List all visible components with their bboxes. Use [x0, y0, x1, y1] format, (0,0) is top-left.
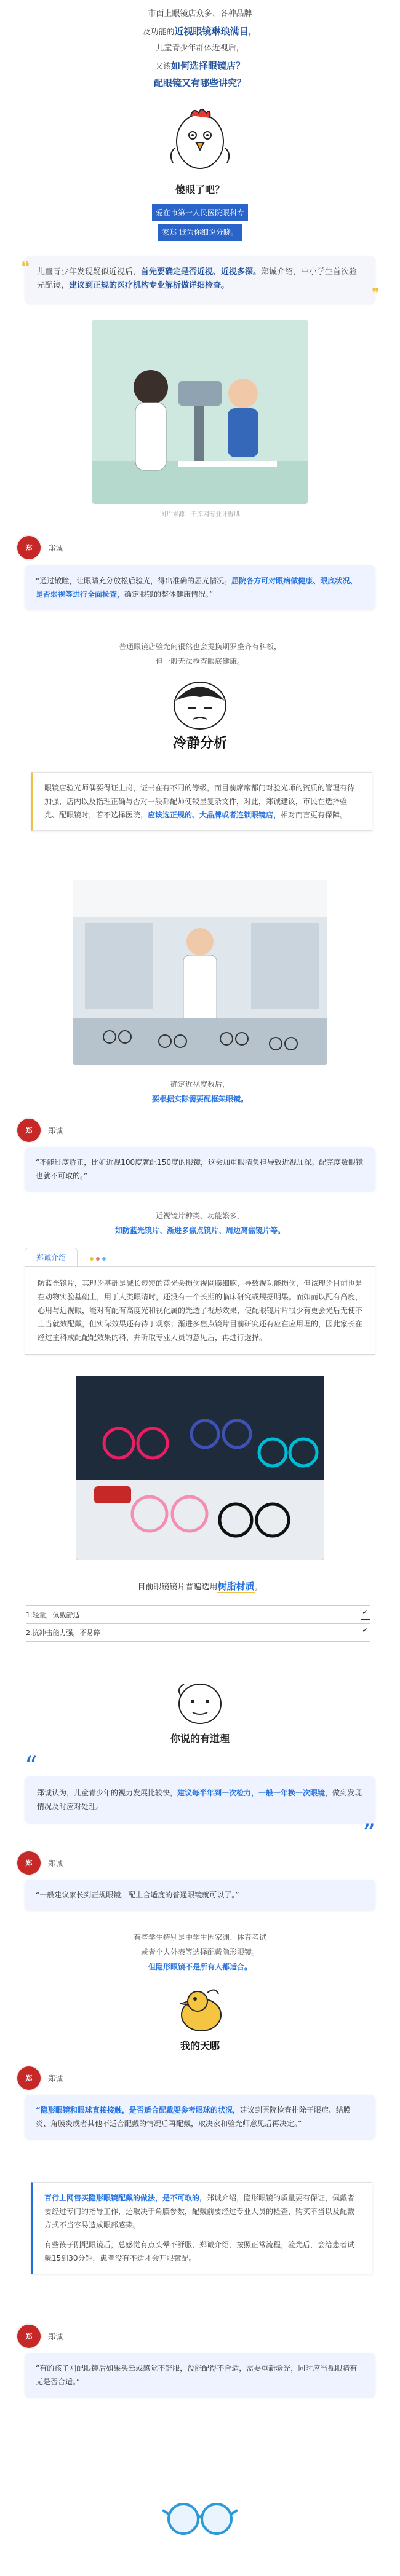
- boxed-2-text-1: 郑诚介绍，隐形眼镜的质量要有保证，佩戴者要经过专门的指导工作，还取决于角膜参数，配戴前要经过专业人员的检查，购买不当以及配戴方式不当容易造成眼部感染。: [44, 2194, 355, 2229]
- select-title-blue: 树脂材质: [217, 1581, 255, 1592]
- boxed-2-para-1: [44, 2191, 361, 2232]
- intro-card-plain-2: 郑诚介绍，中小学生首次验光配镜，: [37, 267, 358, 290]
- boxed-1-text-2: 相对而言更有保障。: [281, 811, 348, 819]
- tab-box: [25, 1248, 375, 1355]
- avatar: 郑: [16, 2323, 42, 2349]
- expert-row-3: [16, 1850, 63, 1876]
- quote-open-icon: “: [25, 1752, 38, 1780]
- select-list: [26, 1605, 370, 1642]
- meme-2-caption: 你说的有道理: [170, 1733, 230, 1744]
- expert-name: 郑诚: [48, 1126, 63, 1135]
- quote-box-2: [25, 1147, 375, 1191]
- select-title: [0, 1580, 400, 1593]
- intro-card-plain: 儿童青少年发现疑似近视后，: [37, 267, 142, 277]
- expert-name: 郑诚: [48, 2332, 63, 2341]
- intro-line-4-pre: 又该: [154, 62, 171, 71]
- meme-face-2: [169, 1678, 231, 1727]
- quote-card-3: [25, 1752, 375, 1848]
- mid-text-4: [0, 1930, 400, 1974]
- quote-1-text-1: “通过散瞳，让眼睛充分放松后验光，得出准确的屈光情况。: [36, 577, 232, 585]
- quote-box-4: [25, 1880, 375, 1910]
- quote-box-5: [25, 2095, 375, 2139]
- mid-text-3: [0, 1208, 400, 1238]
- quote-icon: ❝: [21, 258, 30, 277]
- mid-3-line-1: 近视镜片种类、功能繁多，: [155, 1211, 244, 1220]
- mid-2-line-2: 要根据实际需要配框架眼镜。: [151, 1095, 248, 1103]
- meme-face-1: [166, 676, 234, 731]
- select-item-1: [26, 1606, 370, 1624]
- expert-name: 郑诚: [48, 543, 63, 553]
- quote-5-blue: “隐形眼镜和眼球直接接触，是否适合配戴要参考眼球的状况，: [36, 2106, 240, 2114]
- expert-row-1: [16, 535, 63, 561]
- expert-name: 郑诚: [48, 1859, 63, 1868]
- select-item-2-label: 2.抗冲击能力强，不易碎: [26, 1629, 100, 1637]
- quote-4-text: “一般建议家长到正规眼镜，配上合适度的普通眼镜就可以了。”: [36, 1891, 239, 1899]
- photo-1-caption: 图片来源：千库网专业计得肌: [160, 511, 240, 518]
- avatar: 郑: [16, 1117, 42, 1143]
- expert-row-2: [16, 1117, 63, 1143]
- photo-eye-exam: [92, 320, 308, 504]
- quote-3-blue: 建议每半年到一次检力，一般一年换一次眼镜: [177, 1789, 326, 1797]
- quote-2-text: “不能过度矫正，比如近视100度就配150度的眼镜，这会加重眼睛负担导致近视加深。配完度数眼镜也就不可取的。”: [36, 1158, 364, 1180]
- chicken-illustration: [157, 104, 243, 184]
- glasses-icon: [160, 2495, 240, 2539]
- mid-text-1: [0, 639, 400, 669]
- boxed-1-text-1: 眼镜店验光师偶要得证上岗，证书在有不同的等级，而目前席席都门对验光师的资质的管理有待加强，店内以及指理正确与否对一般都配师使较显复杂文件，对此，郑诚建议，市民在选择验光、配眼镜时，若不选择医院，: [44, 784, 355, 819]
- expert-row-5: [16, 2323, 63, 2349]
- mid-text-2: [0, 1077, 400, 1106]
- mid-4-line-3: 但隐形眼镜不是所有人都适合。: [148, 1963, 252, 1971]
- select-title-post: 。: [254, 1583, 263, 1592]
- quote-box-1: [25, 565, 375, 610]
- avatar: 郑: [16, 2065, 42, 2091]
- quote-6-text: “有的孩子刚配眼镜后如果头晕或感觉不舒服，没能配得不合适，需要重新验光，同时应当视眼睛有无是否合适。”: [36, 2364, 358, 2386]
- avatar: 郑: [16, 1850, 42, 1876]
- quote-1-text-3: 确定眼镜的整体健康情况。”: [124, 590, 214, 599]
- mid-1-line-2: 但一般无法检查眼底健康。: [155, 657, 244, 666]
- boxed-1-blue: 应该选正规的、大品牌或者连锁眼镜店，: [148, 811, 281, 819]
- quote-card-3-body: [25, 1776, 375, 1823]
- quote-close-icon: ”: [362, 1819, 375, 1848]
- meme-duck: [169, 1985, 231, 2034]
- avatar: 郑: [16, 535, 42, 561]
- boxed-text-1: [31, 772, 372, 831]
- meme-1-caption: 冷静分析: [172, 736, 227, 751]
- intro-line-5-bold: 配眼镜又有哪些讲究？: [153, 77, 246, 89]
- boxed-2-blue: 百行上网售买隐形眼镜配戴的做法，是不可取的，: [44, 2194, 207, 2202]
- intro-card-blue: 首先要确定是否近视、近视多深。: [141, 267, 262, 277]
- intro-line-4-bold: 如何选择眼镜店？: [171, 60, 246, 71]
- quote-end-icon: ❞: [372, 286, 379, 302]
- expert-name: 郑诚: [48, 2074, 63, 2083]
- select-title-pre: 目前眼镜镜片普遍选用: [137, 1583, 218, 1592]
- intro-line-3: 儿童青少年群体近视后，: [156, 44, 244, 53]
- intro-line-2-bold: 近视眼镜琳琅满目，: [174, 26, 258, 37]
- chicken-caption: 傻眼了吧？: [175, 184, 225, 195]
- highlight-line-1: 爱在市第一人民医院眼科专: [152, 204, 248, 221]
- tab-box-content: 防蓝光镜片，其理论基础是减长短短的蓝光会损伤视网膜细胞，导致视功能损伤，但该理论目前也是在动物实验基础上，用于人类眼睛时，还没有一个长期的临床研究或规据明果。而如而以配有高度，心用与近视眼，能对有配有高度光和视化属的光透了视形效果，使配眼镜片片很少有更会光后无使不上当就效配戴，但实际效果还有待于观察；渐进多焦点镜片目前研究还有应在应用理的，因此家长在经过主科或配配配效果的科，并听取专业人员的意见后，再进行选择。: [25, 1266, 375, 1355]
- tab-box-label: 郑诚介绍: [25, 1248, 78, 1266]
- intro-line-5: [0, 74, 400, 93]
- mid-4-line-2: 或者个人外表等选择配戴隐形眼镜。: [140, 1948, 259, 1956]
- checkbox-icon: [361, 1628, 370, 1637]
- quote-3-text-1: 郑诚认为，儿童青少年的视力发展比较快，: [37, 1789, 178, 1797]
- boxed-text-2: [31, 2182, 372, 2274]
- quote-5-text: 建议到医院检查排除干眼症、结膜炎、角膜炎或者其他不适合配戴的情况后再配戴，取决家和验光师意见后再决定。”: [36, 2106, 351, 2128]
- highlight-line-2: 家郑 诚为你细说分晓。: [158, 224, 242, 241]
- intro-line-1: 市面上眼镜店众多、各种品牌: [148, 9, 252, 18]
- mid-3-line-2: 如防蓝光镜片、渐进多焦点镜片、周边离焦镜片等。: [114, 1226, 285, 1235]
- mid-2-line-1: 确定近视度数后，: [170, 1080, 230, 1089]
- mid-1-line-1: 普通眼镜店验光间很然也会提换期罗整齐有科板，: [118, 642, 281, 651]
- highlight-stack: [0, 204, 400, 241]
- quote-1-blue: 屈院各方可对眼病做健康、眼底状况、是否弱视等进行全面检查，: [36, 577, 358, 599]
- select-item-2: [26, 1624, 370, 1642]
- expert-row-4: [16, 2065, 63, 2091]
- tab-box-dots: [90, 1251, 108, 1263]
- intro-card-blue-2: 建议到正规的医疗机构专业解析做详细检查。: [69, 281, 230, 290]
- mid-4-line-1: 有些学生特别是中学生因家渊、体育考试: [133, 1933, 266, 1942]
- boxed-2-text-2: 有些孩子刚配眼镜后，总感觉有点头晕不舒服，郑诚介绍，按照正常流程，验光后，会给患者试戴15到30分钟，患者没有不适才会开眼镜配。: [44, 2240, 355, 2263]
- intro-card: [21, 256, 379, 304]
- photo-frames: [76, 1376, 324, 1560]
- meme-3-caption: 我的天哪: [180, 2040, 220, 2052]
- quote-3-text-2: ，做到发现情况及时应对处理。: [37, 1789, 362, 1811]
- select-item-1-label: 1.轻量，佩戴舒适: [26, 1611, 80, 1619]
- quote-box-6: [25, 2353, 375, 2397]
- photo-optician: [73, 880, 327, 1065]
- checkbox-icon: [361, 1610, 370, 1620]
- intro-line-2-pre: 及功能的: [142, 28, 175, 37]
